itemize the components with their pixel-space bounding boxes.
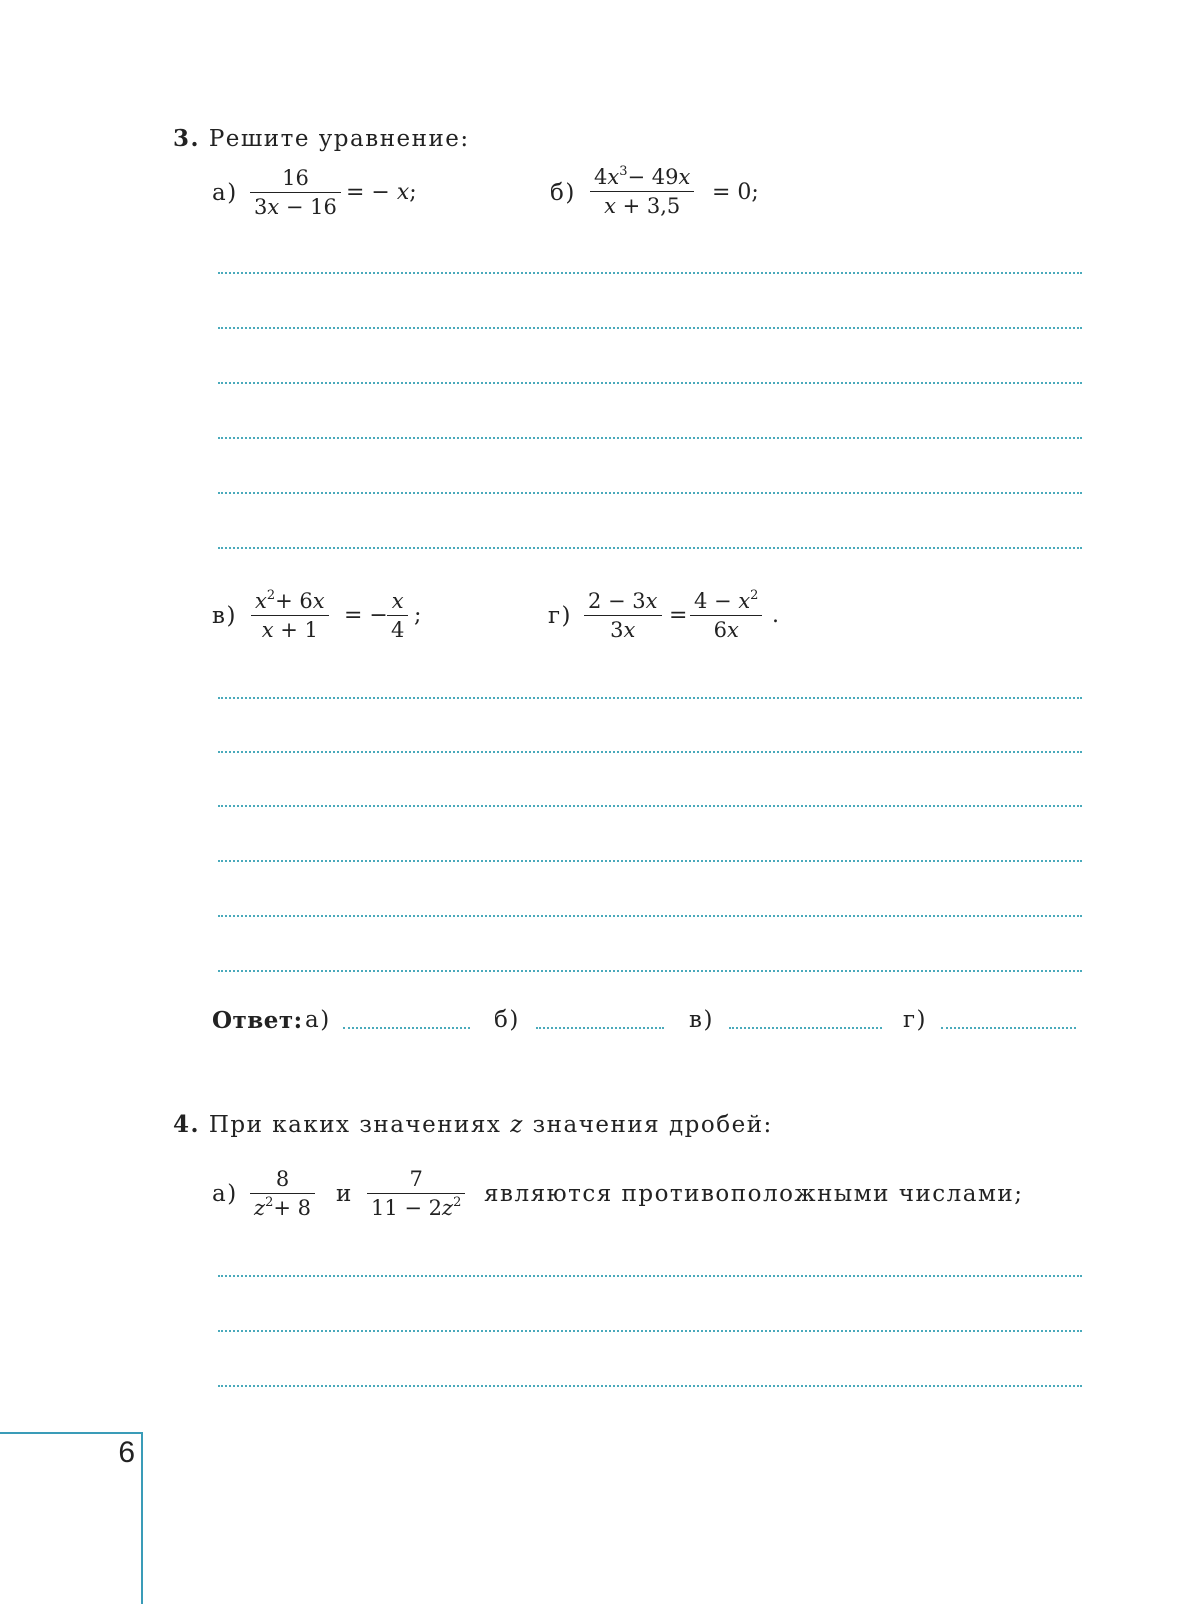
variable: x bbox=[604, 194, 616, 218]
answer-a-label: а) bbox=[305, 1007, 331, 1033]
math-text: ; bbox=[414, 603, 422, 628]
answer-line[interactable] bbox=[218, 1385, 1082, 1387]
semicolon bbox=[414, 603, 421, 628]
denominator bbox=[250, 1193, 315, 1221]
variable: x bbox=[726, 618, 739, 642]
math-text: 3 bbox=[610, 618, 624, 642]
denominator bbox=[250, 192, 341, 220]
problem-number: 3. bbox=[173, 125, 201, 152]
variable: x bbox=[396, 180, 410, 205]
math-text: = − bbox=[346, 180, 397, 205]
math-text: 2 − 3 bbox=[588, 589, 646, 613]
denominator bbox=[251, 615, 329, 643]
numerator bbox=[408, 1166, 425, 1193]
numerator bbox=[592, 164, 692, 191]
variable: x bbox=[623, 618, 636, 642]
numerator bbox=[274, 1166, 291, 1193]
superscript: 2 bbox=[265, 1195, 274, 1210]
math-text: 4 − bbox=[694, 589, 739, 613]
answer-c-field[interactable] bbox=[729, 1027, 882, 1029]
math-text: − 16 bbox=[279, 195, 337, 219]
variable: x bbox=[391, 589, 404, 613]
numerator bbox=[280, 165, 311, 192]
variable: z bbox=[254, 1196, 266, 1220]
variable: x bbox=[261, 618, 274, 642]
variable: x bbox=[267, 195, 280, 219]
math-text: 4 bbox=[594, 165, 608, 189]
period bbox=[772, 603, 779, 628]
equals-minus bbox=[344, 603, 388, 628]
page-number-frame bbox=[0, 1432, 143, 1604]
fraction-3d-right bbox=[692, 588, 760, 643]
math-text: = bbox=[669, 603, 688, 628]
math-text: + 1 bbox=[273, 618, 318, 642]
condition-text: являются противоположными числами; bbox=[484, 1181, 1024, 1207]
superscript: 2 bbox=[453, 1195, 462, 1210]
math-text: 3 bbox=[254, 195, 268, 219]
fraction-4a-first bbox=[252, 1166, 313, 1221]
denominator bbox=[387, 615, 408, 643]
answer-c-label: в) bbox=[689, 1007, 714, 1033]
fraction-3c-right bbox=[389, 588, 406, 643]
item-label-b: б) bbox=[550, 180, 576, 206]
problem-title bbox=[209, 1112, 773, 1138]
answer-label: Ответ: bbox=[212, 1007, 303, 1034]
math-text: значения дробей: bbox=[523, 1112, 773, 1138]
denominator bbox=[367, 1193, 465, 1221]
math-text: = 0; bbox=[712, 180, 759, 205]
fraction-3c-left bbox=[253, 588, 327, 643]
fraction-3a bbox=[252, 165, 339, 220]
answer-line[interactable] bbox=[218, 272, 1082, 274]
problem-title: Решите уравнение: bbox=[208, 126, 470, 152]
variable: x bbox=[607, 165, 620, 189]
rhs-3b bbox=[712, 180, 759, 205]
math-text: 11 − 2 bbox=[371, 1196, 443, 1220]
variable: x bbox=[645, 589, 658, 613]
variable: x bbox=[255, 589, 267, 613]
answer-d-label: г) bbox=[903, 1007, 928, 1033]
answer-line[interactable] bbox=[218, 1330, 1082, 1332]
problem-3-heading bbox=[173, 125, 470, 152]
answer-d-field[interactable] bbox=[941, 1027, 1076, 1029]
problem-number: 4. bbox=[173, 1111, 201, 1138]
rhs-3a bbox=[346, 180, 417, 205]
variable: z bbox=[442, 1196, 454, 1220]
numerator bbox=[692, 588, 760, 615]
math-text: При каких значениях bbox=[208, 1112, 511, 1138]
math-text: 7 bbox=[409, 1167, 423, 1191]
item-label-c: в) bbox=[212, 603, 237, 629]
answer-line[interactable] bbox=[218, 382, 1082, 384]
math-text: − 49 bbox=[627, 165, 679, 189]
math-text: 6 bbox=[713, 618, 727, 642]
math-text: 8 bbox=[275, 1167, 290, 1191]
math-text: ; bbox=[409, 180, 417, 205]
denominator bbox=[690, 615, 762, 643]
variable: x bbox=[678, 165, 691, 189]
item-label-a: а) bbox=[212, 1181, 238, 1207]
math-text: = − bbox=[344, 603, 388, 628]
answer-line[interactable] bbox=[218, 492, 1082, 494]
answer-line[interactable] bbox=[218, 697, 1082, 699]
numerator bbox=[586, 588, 660, 615]
numerator bbox=[253, 588, 327, 615]
answer-line[interactable] bbox=[218, 1275, 1082, 1277]
conjunction: и bbox=[336, 1181, 353, 1207]
item-label-d: г) bbox=[548, 603, 573, 629]
page-number: 6 bbox=[118, 1436, 135, 1469]
denominator bbox=[590, 191, 694, 219]
answer-a-field[interactable] bbox=[343, 1027, 470, 1029]
answer-line[interactable] bbox=[218, 860, 1082, 862]
numerator bbox=[390, 588, 406, 615]
math-text: 4 bbox=[391, 618, 405, 642]
denominator bbox=[584, 615, 662, 643]
variable: x bbox=[312, 589, 325, 613]
answer-line[interactable] bbox=[218, 547, 1082, 549]
answer-line[interactable] bbox=[218, 437, 1082, 439]
answer-line[interactable] bbox=[218, 805, 1082, 807]
variable: z bbox=[510, 1112, 524, 1138]
answer-line[interactable] bbox=[218, 327, 1082, 329]
math-text: 16 bbox=[282, 166, 309, 190]
fraction-4a-second bbox=[369, 1166, 463, 1221]
equals bbox=[669, 603, 687, 628]
item-label-a: а) bbox=[212, 180, 238, 206]
superscript: 2 bbox=[266, 588, 276, 603]
math-text: . bbox=[772, 603, 779, 628]
answer-line[interactable] bbox=[218, 970, 1082, 972]
variable: x bbox=[738, 589, 751, 613]
fraction-3d-left bbox=[586, 588, 660, 643]
answer-line[interactable] bbox=[218, 751, 1082, 753]
math-text: + 8 bbox=[273, 1196, 311, 1220]
math-text: + 6 bbox=[275, 589, 313, 613]
math-text: + 3,5 bbox=[615, 194, 681, 218]
answer-b-field[interactable] bbox=[536, 1027, 664, 1029]
answer-b-label: б) bbox=[494, 1007, 520, 1033]
fraction-3b bbox=[592, 164, 692, 219]
superscript: 2 bbox=[750, 588, 759, 603]
answer-line[interactable] bbox=[218, 915, 1082, 917]
superscript: 3 bbox=[619, 164, 628, 179]
problem-4-heading bbox=[173, 1111, 773, 1138]
